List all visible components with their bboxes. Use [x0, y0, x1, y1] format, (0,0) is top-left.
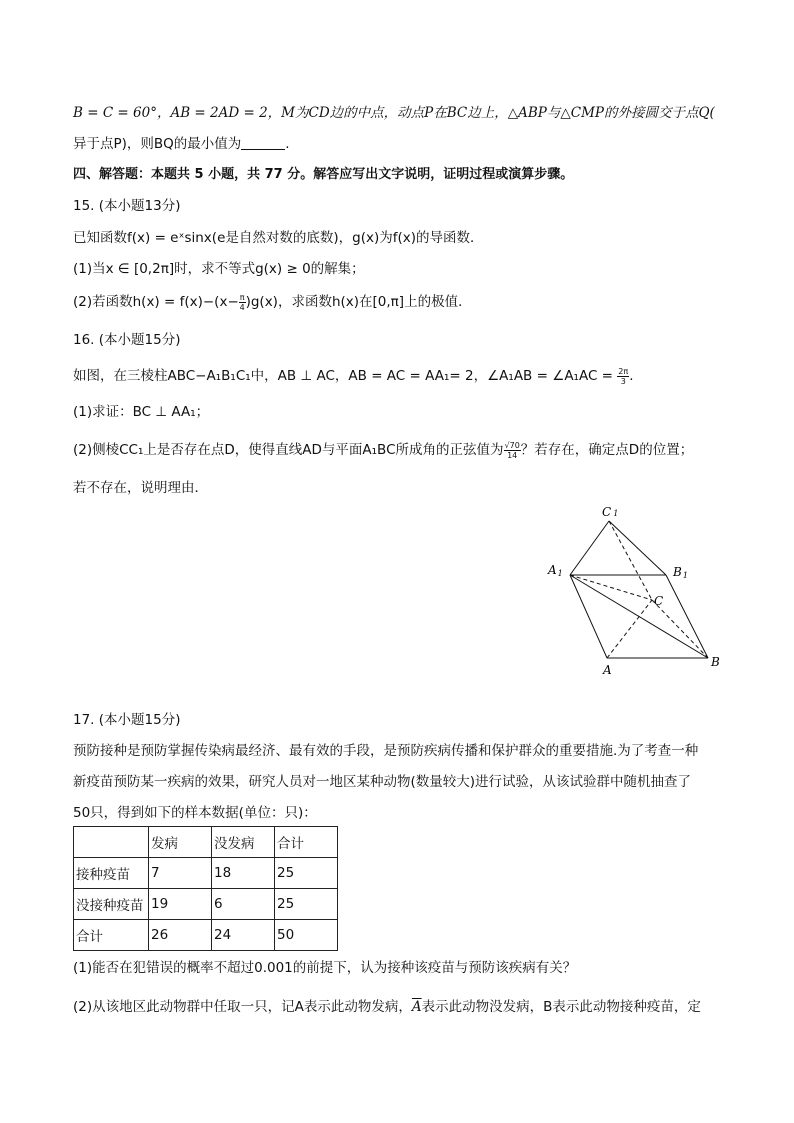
table-cell: 7	[149, 858, 212, 889]
q16-stem-a: 如图，在三棱柱ABC−A₁B₁C₁中，AB ⊥ AC，AB = AC = AA₁= 2，∠A₁AB = ∠A₁AC =	[73, 368, 618, 384]
q16-part-2-frac-den: 14	[507, 450, 518, 460]
table-header-row	[74, 827, 338, 858]
q16-title: 16. (本小题15分)	[73, 332, 181, 348]
table-cell: 19	[149, 889, 212, 920]
table-cell: 18	[212, 858, 275, 889]
q16-part-2-frac-num: √70	[504, 440, 520, 450]
q15-part-2	[73, 292, 744, 312]
table-cell: 26	[149, 920, 212, 951]
q17-para-3: 50只，得到如下的样本数据(单位：只)：	[73, 805, 317, 821]
q14-line-2-end: .	[285, 136, 290, 152]
q15-frac-num: π	[239, 292, 245, 302]
prism-figure	[540, 500, 730, 685]
table-cell: 25	[275, 889, 338, 920]
q17-part-2	[73, 997, 744, 1017]
table-row	[74, 920, 338, 951]
q16-stem	[73, 366, 744, 386]
label-a: A	[603, 663, 612, 677]
table-cell	[74, 827, 149, 858]
section-4-header: 四、解答题：本题共 5 小题，共 77 分。解答应写出文字说明，证明过程或演算步骤。	[73, 167, 574, 182]
table-cell: 24	[212, 920, 275, 951]
q15-frac-den: 4	[239, 302, 245, 312]
label-c: C	[654, 594, 664, 608]
q15-part-2-a: (2)若函数h(x) = f(x)−(x−	[73, 294, 239, 310]
q16-stem-fraction	[617, 367, 629, 386]
edge-a-c	[607, 600, 652, 658]
table-cell: 6	[212, 889, 275, 920]
answer-blank	[241, 135, 285, 150]
edge-a1-a	[570, 575, 607, 658]
q16-part-1: (1)求证：BC ⊥ AA₁；	[73, 404, 210, 420]
table-row	[74, 858, 338, 889]
segment-a1-c	[570, 575, 652, 600]
label-b1: B1	[673, 565, 688, 580]
table-header-cell: 没发病	[212, 827, 275, 858]
label-a1: A1	[548, 563, 563, 578]
q17-part-1: (1)能否在犯错误的概率不超过0.001的前提下，认为接种该疫苗与预防该疾病有关？	[73, 960, 577, 976]
q15-fraction	[239, 293, 246, 312]
sample-data-table	[73, 826, 338, 951]
q15-part-1: (1)当x ∈ [0,2π]时，求不等式g(x) ≥ 0的解集；	[73, 261, 365, 277]
table-cell: 没接种疫苗	[74, 889, 149, 920]
q15-part-2-b: )g(x)，求函数h(x)在[0,π]上的极值．	[245, 294, 472, 310]
table-cell: 接种疫苗	[74, 858, 149, 889]
label-b: B	[711, 655, 720, 669]
table-row	[74, 889, 338, 920]
q15-stem: 已知函数f(x) = eˣsinx(e是自然对数的底数)，g(x)为f(x)的导函数．	[73, 230, 484, 246]
table-header-cell: 发病	[149, 827, 212, 858]
q16-stem-frac-den: 3	[620, 376, 626, 386]
table-cell: 合计	[74, 920, 149, 951]
q16-part-2	[73, 440, 744, 460]
q14-line-2	[73, 134, 744, 154]
table-header-cell: 合计	[275, 827, 338, 858]
q16-part-2-fraction	[504, 441, 521, 460]
q16-stem-b: .	[629, 368, 634, 384]
q17-para-2: 新疫苗预防某一疾病的效果，研究人员对一地区某种动物(数量较大)进行试验，从该试验群中随机抽查了	[73, 774, 692, 790]
edge-c1-c	[609, 521, 652, 600]
table-cell: 50	[275, 920, 338, 951]
q16-part-2-a: (2)侧棱CC₁上是否存在点D，使得直线AD与平面A₁BC所成角的正弦值为	[73, 442, 504, 458]
q17-part-2-b: 表示此动物没发病，B表示此动物接种疫苗，定	[421, 999, 701, 1015]
edge-c1-b1	[609, 521, 666, 575]
table-cell: 25	[275, 858, 338, 889]
q17-para-1: 预防接种是预防掌握传染病最经济、最有效的手段，是预防疾病传播和保护群众的重要措施.为了考查一种	[73, 743, 699, 759]
q14-line-2-text: 异于点P)，则BQ的最小值为	[73, 136, 242, 152]
q17-part-2-a: (2)从该地区此动物群中任取一只，记A表示此动物发病，	[73, 999, 412, 1015]
q14-line-1: B = C = 60°，AB = 2AD = 2，M为CD边的中点，动点P在BC边上，△ABP与△CMP的外接圆交于点Q(	[73, 105, 715, 121]
q15-title: 15. (本小题13分)	[73, 198, 181, 214]
edge-c1-a1	[570, 521, 609, 575]
q17-title: 17. (本小题15分)	[73, 712, 181, 728]
label-c1: C 1	[602, 505, 619, 519]
q16-stem-frac-num: 2π	[618, 366, 629, 376]
q16-part-2-cont: 若不存在，说明理由．	[73, 480, 208, 496]
q17-a-bar: $\overline{A}$	[411, 999, 422, 1015]
q16-part-2-b: ？若存在，确定点D的位置；	[520, 442, 694, 458]
